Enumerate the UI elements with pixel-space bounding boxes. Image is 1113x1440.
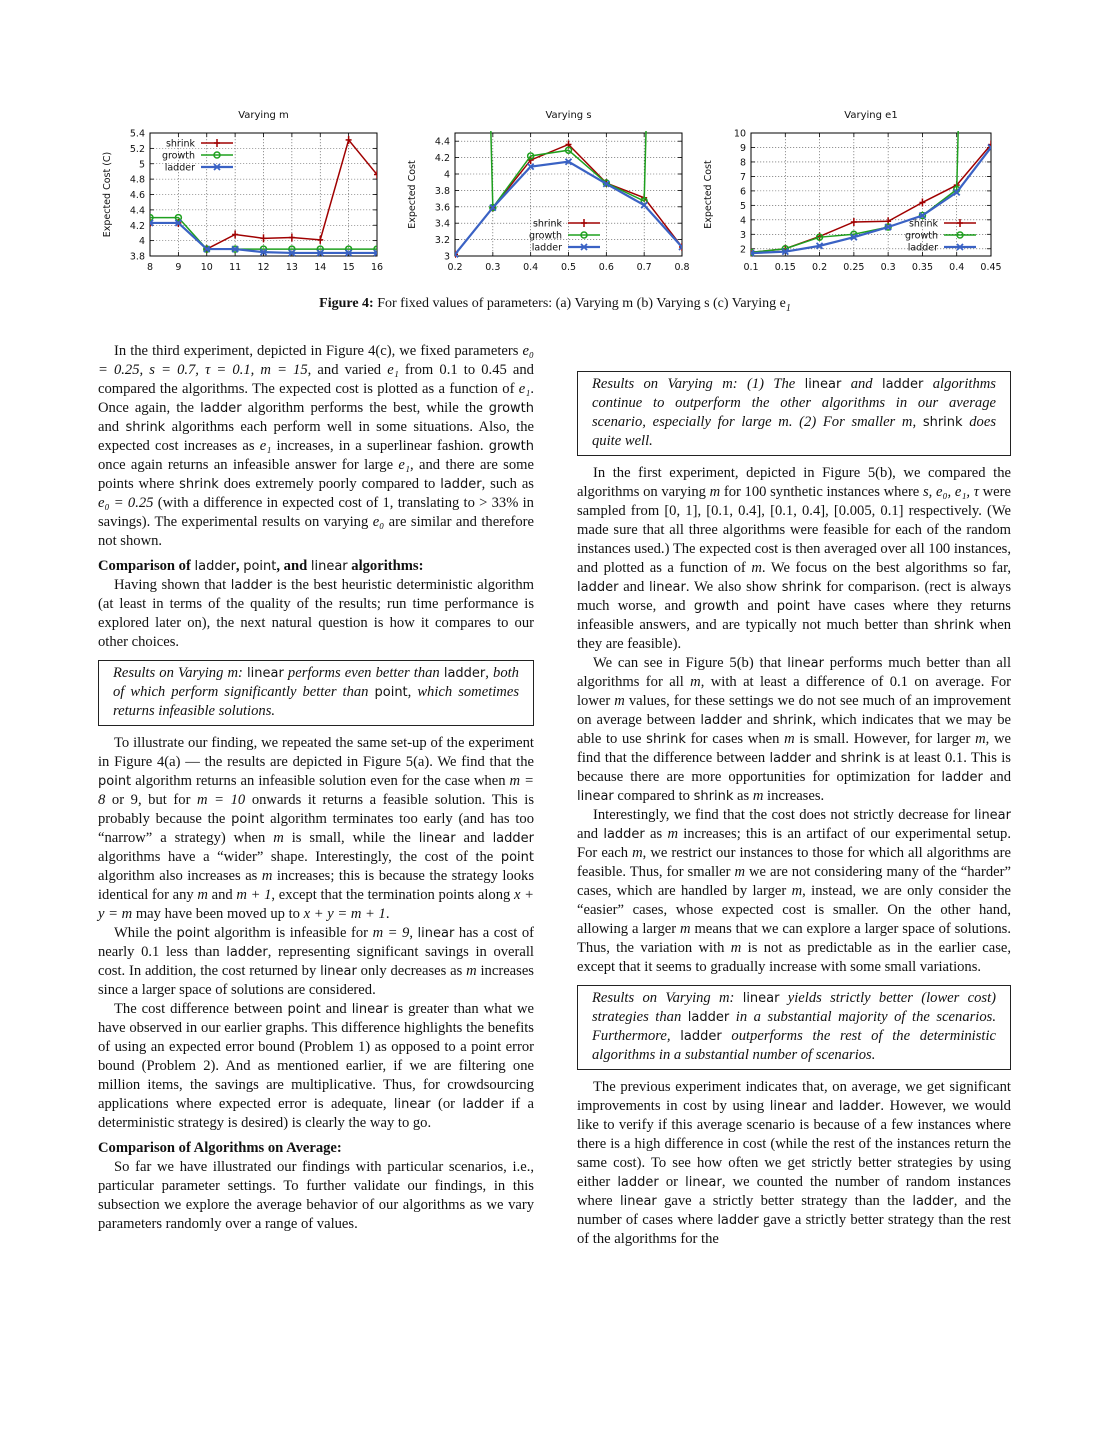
x-tick-label: 0.6 [598, 262, 614, 273]
y-tick-label: 7 [739, 171, 746, 183]
math-expression: m [709, 484, 721, 500]
text-segment: for 100 synthetic instances where [720, 484, 923, 500]
text-segment: is at least 0.1. This is because there are more opportunities for optimization for [577, 750, 1011, 785]
math-expression: m [752, 788, 764, 804]
algorithm-name: linear [769, 1099, 807, 1114]
x-tick-label: 9 [175, 262, 182, 273]
caption-text: For fixed values of parameters: (a) Varying m (b) Varying s (c) Varying e [377, 296, 786, 311]
text-segment: Results on Varying m: [113, 665, 248, 681]
algorithm-name: growth [488, 439, 534, 454]
text-segment: , and there are some points where [98, 457, 534, 492]
math-expression: m [690, 674, 701, 690]
text-segment: (or [430, 1096, 463, 1112]
text-segment: gave a strictly better strategy than the [656, 1193, 913, 1209]
algorithm-name: linear [742, 991, 780, 1006]
x-tick-label: 0.4 [523, 262, 539, 273]
text-segment: we are not considering many of the “harder” cases, which are handled by larger [577, 864, 1011, 899]
text-segment: algorithm returns an infeasible solution even for the case when [131, 773, 510, 789]
legend-label: shrink [532, 218, 562, 230]
legend-label: ladder [907, 242, 938, 254]
math-expression: e₀ = 0.25, s = 0.7, τ = 0.1, m = 15 [98, 343, 534, 378]
math-expression: m [975, 731, 986, 747]
chart-varying-e1 [703, 105, 1013, 285]
text-segment: were sampled from [0, 1], [0.1, 0.4], [0.1, 0.4], [0.005, 0.1] respectively. (We made sure that all three algorithms were feasible for each of the random instances used.) The expected cost is then averaged over all 100 instances, and plotted as a function of [577, 484, 1011, 576]
x-tick-label: 0.15 [774, 262, 796, 273]
algorithm-name: linear [417, 926, 455, 941]
text-segment: . [385, 906, 390, 922]
algorithm-name: ladder [680, 1029, 722, 1044]
text-segment: algorithm also increases as [98, 868, 262, 884]
text-segment: algorithms each perform well in some situations. Also, the expected cost increases as [98, 419, 534, 454]
text-segment: performs much better than all algorithms for all [577, 655, 1011, 690]
text-segment: algorithm terminates too early (and has too “narrow” a strategy) when [98, 811, 534, 846]
math-expression: m [614, 693, 625, 709]
caption-label: Figure 4: [319, 296, 374, 311]
y-tick-label: 3.2 [434, 235, 450, 247]
paragraph-third-experiment [98, 342, 534, 551]
text-segment: algorithms continue to outperform the other algorithms in our average scenario, especially for large m. (2) For smaller m, [592, 376, 996, 430]
right-column [577, 371, 1011, 1249]
algorithm-name: ladder [443, 666, 486, 681]
text-segment: only decreases as [356, 963, 467, 979]
algorithm-name: ladder [492, 831, 534, 846]
y-axis-label: Expected Cost [703, 160, 714, 229]
x-tick-label: 0.2 [812, 262, 828, 273]
math-expression: e₀ = 0.25 [98, 495, 154, 511]
text-segment: , [235, 558, 244, 574]
text-segment: In the third experiment, depicted in Figure 4(c), we fixed parameters [114, 343, 523, 359]
text-segment: and [841, 376, 882, 392]
text-segment: is greater than what we have observed in our earlier graphs. This difference highlights the benefits of using an expected error bound (Problem 1) as opposed to a point error bound (Problem 2). And as mentioned earlier, if we are filtering one million items, the savings are multiplicative. Thus, for crowdsourcing applications where expected error is adequate, [98, 1001, 534, 1112]
text-segment: means that we can explore a larger space of solutions. Thus, the variation with [577, 921, 1011, 956]
x-tick-label: 0.35 [911, 262, 934, 273]
text-segment: and [577, 826, 604, 842]
text-segment: has a cost of nearly 0.1 less than [98, 925, 535, 960]
algorithm-name: linear [804, 377, 842, 392]
text-segment: does quite well. [592, 414, 997, 449]
text-segment: and [320, 1001, 352, 1017]
text-segment: While the [114, 925, 177, 941]
y-tick-label: 3 [739, 229, 746, 241]
math-expression: e₁ [259, 438, 272, 454]
math-expression: m = 10 [197, 792, 246, 808]
x-tick-label: 0.1 [743, 262, 759, 273]
algorithm-name: point [176, 926, 210, 941]
text-segment: are similar and therefore not shown. [98, 514, 535, 549]
text-segment: gave a strictly better strategy than the rest of the algorithms for the [577, 1212, 1011, 1247]
algorithm-name: shrink [934, 618, 974, 633]
algorithm-name: point [98, 774, 132, 789]
x-tick-label: 8 [146, 262, 154, 273]
algorithm-name: ladder [717, 1213, 759, 1228]
paragraph-cost-difference [98, 1000, 534, 1133]
y-tick-label: 3.6 [434, 202, 450, 214]
text-segment: and [207, 887, 237, 903]
y-tick-label: 5.4 [129, 128, 145, 140]
text-segment: or [658, 1174, 686, 1190]
algorithm-name: linear [787, 656, 824, 671]
text-segment: We can see in Figure 5(b) that [593, 655, 788, 671]
algorithm-name: ladder [462, 1097, 504, 1112]
algorithm-name: ladder [440, 477, 482, 492]
y-tick-label: 4.2 [434, 153, 450, 165]
algorithm-name: shrink [922, 415, 963, 430]
text-segment: Having shown that [114, 577, 231, 593]
x-tick-label: 0.4 [949, 262, 965, 273]
algorithm-name: ladder [226, 945, 268, 960]
chart-varying-s [400, 105, 695, 285]
algorithm-name: linear [351, 1002, 389, 1017]
math-expression: m + 1 [236, 887, 272, 903]
math-expression: m [791, 883, 803, 899]
math-expression: m [730, 940, 742, 956]
series-line-ladder [751, 147, 991, 253]
left-column [98, 342, 534, 1234]
text-segment: (with a difference in expected cost of 1, translating to > 33% in savings). The experimental results on varying [98, 495, 534, 530]
algorithm-name: point [243, 559, 277, 574]
text-segment: , which indicates that we may be able to use [577, 712, 1011, 747]
text-segment: The cost difference between [114, 1001, 288, 1017]
y-tick-label: 10 [733, 128, 746, 140]
text-segment: have cases where they returns infeasible answers, and are typically not much better than [577, 598, 1011, 633]
algorithm-name: ladder [700, 713, 742, 728]
algorithm-name: shrink [781, 580, 822, 595]
y-tick-label: 4.4 [434, 136, 450, 148]
text-segment: is small. However, for larger [794, 731, 976, 747]
x-tick-label: 0.2 [447, 262, 463, 273]
text-segment: and [810, 750, 841, 766]
text-segment: . We also show [685, 579, 782, 595]
text-segment: , and the number of cases where [577, 1193, 1011, 1228]
text-segment: increases since a larger space of solutions are considered. [98, 963, 534, 998]
text-segment: , both of which perform significantly better than [113, 665, 519, 700]
algorithm-name: shrink [125, 420, 166, 435]
series-line-growth [751, 0, 964, 252]
text-segment: for comparison. (rect is always much worse, and [577, 579, 1012, 614]
y-tick-label: 4 [739, 215, 746, 227]
algorithm-name: ladder [230, 578, 273, 593]
algorithm-name: linear [418, 831, 456, 846]
legend-label: shrink [165, 138, 195, 150]
y-tick-label: 4 [138, 236, 145, 248]
text-segment: is not as predictable as in the earlier case, except that it seems to gradually increase with some small variations. [577, 940, 1012, 975]
x-tick-label: 11 [229, 262, 242, 273]
math-expression: e₁ [387, 362, 399, 378]
text-segment: once again returns an infeasible answer for large [98, 457, 399, 473]
text-segment: algorithms: [347, 558, 424, 574]
math-expression: e₁ [518, 381, 531, 397]
algorithm-name: shrink [840, 751, 881, 766]
y-tick-label: 4.4 [129, 205, 145, 217]
text-segment: when they are feasible). [577, 617, 1011, 652]
legend-label: growth [904, 230, 938, 242]
text-segment: , we find that the difference between [577, 731, 1011, 766]
y-tick-label: 6 [739, 186, 746, 198]
math-expression: m [784, 731, 795, 747]
legend-label: shrink [908, 218, 938, 230]
text-segment: , we restrict our instances to those for which all algorithms are feasible. Thus, for smaller [577, 845, 1011, 880]
text-segment: , which sometimes returns infeasible solutions. [113, 684, 520, 719]
text-segment: and [618, 579, 650, 595]
series-line-growth [485, 0, 653, 208]
text-segment: . However, we would like to verify if this average scenario is because of a few instances where there is a high difference in cost (while the rest of the instances return the same cost). To see how often we get strictly better strategies by using either [577, 1098, 1011, 1190]
text-segment: , representing significant savings in overall cost. In addition, the cost returned by [98, 944, 534, 979]
algorithm-name: linear [685, 1175, 722, 1190]
text-segment: in a substantial majority of the scenarios. Furthermore, [592, 1009, 996, 1044]
y-tick-label: 3.8 [434, 185, 450, 197]
math-expression: m [667, 826, 678, 842]
y-tick-label: 3.4 [434, 218, 450, 230]
text-segment: increases; this is because the strategy looks identical for any [98, 868, 534, 903]
algorithm-name: ladder [912, 1194, 954, 1209]
algorithm-name: growth [693, 599, 740, 614]
series-line-shrink [751, 145, 991, 253]
text-segment: as [733, 788, 753, 804]
heading-comparison-on-average: Comparison of Algorithms on Average: [98, 1140, 342, 1156]
legend-label: ladder [164, 162, 195, 174]
algorithm-name: linear [320, 964, 357, 979]
algorithm-name: linear [619, 1194, 657, 1209]
text-segment: , and varied [307, 362, 388, 378]
text-segment: . We focus on the best algorithms so far, [761, 560, 1012, 576]
text-segment: To illustrate our finding, we repeated the same set-up of the experiment in Figure 4(a) — the results are depicted in Figure 5(a). We find that the [98, 735, 534, 770]
algorithm-name: ladder [941, 770, 983, 785]
text-segment: , instead, we are only consider the “easier” cases, whose expected cost is smaller. On the other hand, allowing a larger [577, 883, 1011, 937]
text-segment: yields strictly better (lower cost) strategies than [592, 990, 996, 1025]
results-box-linear-vs-ladder [98, 660, 534, 726]
y-tick-label: 5 [739, 200, 746, 212]
legend-label: growth [528, 230, 562, 242]
text-segment: does extremely poorly compared to [218, 476, 441, 492]
text-segment: , with at least a difference of 0.1 on average. For lower [577, 674, 1011, 709]
text-segment: , we counted the number of random instances where [577, 1174, 1011, 1209]
text-segment: increases, in a superlinear fashion. [271, 438, 489, 454]
math-expression: m [273, 830, 284, 846]
text-segment: is the best heuristic deterministic algorithm (at least in terms of the quality of the results; run time performance is explored later on), the next natural question is how it compares to our other choices. [98, 577, 534, 650]
math-expression: x + y = m [98, 887, 534, 922]
math-expression: m = 8 [98, 773, 534, 808]
algorithm-name: shrink [646, 732, 686, 747]
text-segment: from 0.1 to 0.45 and compared the algorithms. The expected cost is plotted as a function of [98, 362, 534, 397]
text-segment: increases; this is an artifact of our experimental setup. For each [577, 826, 1011, 861]
text-segment: Comparison of [98, 558, 195, 574]
text-segment: Results on Varying m: (1) The [592, 376, 805, 392]
algorithm-name: ladder [881, 377, 924, 392]
text-segment: outperforms the rest of the deterministic algorithms in a substantial number of scenarios. [592, 1028, 996, 1063]
heading-comparison-ladder-point-linear [98, 557, 534, 576]
algorithm-name: ladder [603, 827, 645, 842]
algorithm-name: point [287, 1002, 321, 1017]
x-tick-label: 15 [342, 262, 355, 273]
text-segment: increases. [763, 788, 825, 804]
algorithm-name: ladder [769, 751, 811, 766]
figure-caption [95, 296, 1015, 314]
legend-label: growth [161, 150, 195, 162]
text-segment: onwards it returns a feasible solution. This is probably because the [98, 792, 535, 827]
y-axis-label: Expected Cost (C) [102, 151, 113, 238]
y-tick-label: 4 [443, 169, 450, 181]
x-tick-label: 0.25 [843, 262, 865, 273]
text-segment: and [98, 419, 126, 435]
math-expression: e₁ [398, 457, 410, 473]
x-tick-label: 0.45 [980, 262, 1002, 273]
text-segment: is small, while the [283, 830, 419, 846]
text-segment: for cases when [685, 731, 785, 747]
y-tick-label: 3 [443, 251, 450, 263]
x-tick-label: 12 [257, 262, 270, 273]
text-segment: algorithms have a “wider” shape. Interestingly, the cost of the [98, 849, 501, 865]
text-segment: , such as [481, 476, 534, 492]
algorithm-name: shrink [693, 789, 734, 804]
math-expression: m [751, 560, 762, 576]
y-tick-label: 5 [138, 159, 145, 171]
y-tick-label: 5.2 [129, 143, 145, 155]
y-tick-label: 2 [739, 244, 746, 256]
algorithm-name: linear [577, 789, 614, 804]
text-segment: or 9, but for [105, 792, 198, 808]
text-segment: , [409, 925, 418, 941]
text-segment: and [806, 1098, 839, 1114]
math-expression: m [261, 868, 273, 884]
algorithm-name: point [500, 850, 534, 865]
text-segment: algorithm is infeasible for [209, 925, 373, 941]
algorithm-name: shrink [772, 713, 813, 728]
y-tick-label: 9 [739, 142, 746, 154]
x-tick-label: 0.5 [560, 262, 577, 273]
text-segment: The previous experiment indicates that, on average, we get significant improvements in cost by using [577, 1079, 1011, 1114]
x-tick-label: 0.7 [636, 262, 652, 273]
paragraph-figure-5b [577, 654, 1011, 806]
math-expression: e₀ [372, 514, 385, 530]
chart-title: Varying s [545, 110, 592, 121]
algorithm-name: linear [649, 580, 686, 595]
paragraph-first-experiment [577, 464, 1011, 654]
x-tick-label: 16 [370, 262, 384, 273]
x-tick-label: 13 [285, 262, 298, 273]
algorithm-name: point [776, 599, 810, 614]
y-axis-label: Expected Cost [407, 160, 418, 229]
paragraph-previous-experiment [577, 1078, 1011, 1249]
text-segment: and [741, 712, 773, 728]
y-tick-label: 4.8 [129, 174, 145, 186]
algorithm-name: ladder [577, 580, 619, 595]
algorithm-name: ladder [200, 401, 242, 416]
figure-4 [95, 105, 1015, 285]
text-segment: and [455, 830, 493, 846]
text-segment: , except that the termination points along [271, 887, 514, 903]
text-segment: as [644, 826, 668, 842]
algorithm-name: linear [310, 559, 348, 574]
math-expression: m [632, 845, 643, 861]
algorithm-name: point [374, 685, 408, 700]
text-segment: may have been moved up to [132, 906, 304, 922]
math-expression: m [680, 921, 691, 937]
algorithm-name: linear [393, 1097, 431, 1112]
legend-label: ladder [531, 242, 562, 254]
math-expression: m [466, 963, 477, 979]
algorithm-name: growth [488, 401, 534, 416]
text-segment: compared to [613, 788, 694, 804]
algorithm-name: ladder [687, 1010, 730, 1025]
text-segment: , and [276, 558, 311, 574]
algorithm-name: point [231, 812, 265, 827]
algorithm-name: ladder [838, 1099, 881, 1114]
math-expression: x + y = m + 1 [303, 906, 386, 922]
x-tick-label: 14 [314, 262, 327, 273]
caption-subscript: 1 [785, 302, 791, 314]
math-expression: m [197, 887, 208, 903]
algorithm-name: ladder [194, 559, 236, 574]
text-segment: . Once again, the [98, 381, 534, 416]
y-tick-label: 3.8 [129, 251, 145, 263]
x-tick-label: 0.3 [485, 262, 501, 273]
math-expression: m [734, 864, 746, 880]
y-tick-label: 4.2 [129, 220, 145, 232]
paragraph-so-far: So far we have illustrated our findings with particular scenarios, i.e., particular parameter settings. To further validate our findings, in this subsection we explore the average behavior of our algorithms as we vary parameters randomly over a range of values. [98, 1159, 534, 1232]
chart-title: Varying e1 [844, 110, 898, 121]
text-segment: Results on Varying m: [592, 990, 743, 1006]
y-tick-label: 4.6 [129, 190, 145, 201]
text-segment: performs even better than [283, 665, 444, 681]
paragraph-having-shown [98, 576, 534, 652]
math-expression: m = 9 [372, 925, 410, 941]
math-expression: s, e₀, e₁, τ [922, 484, 979, 500]
y-tick-label: 8 [739, 157, 746, 169]
text-segment: values, for these settings we do not see much of an improvement on average between [577, 693, 1011, 728]
algorithm-name: ladder [617, 1175, 659, 1190]
text-segment: In the first experiment, depicted in Figure 5(b), we compared the algorithms on varying [577, 465, 1011, 500]
paragraph-point-infeasible [98, 924, 534, 1000]
results-box-strictly-better [577, 985, 1011, 1070]
text-segment: and [739, 598, 777, 614]
algorithm-name: linear [247, 666, 284, 681]
algorithm-name: shrink [179, 477, 219, 492]
x-tick-label: 0.8 [674, 262, 690, 273]
text-segment: if a deterministic strategy is desired) is clearly the way to go. [98, 1096, 534, 1131]
paragraph-interestingly [577, 806, 1011, 977]
text-segment: and [982, 769, 1011, 785]
chart-title: Varying m [238, 110, 289, 121]
x-tick-label: 10 [200, 262, 213, 273]
algorithm-name: linear [974, 808, 1011, 823]
text-segment: algorithm performs the best, while the [241, 400, 489, 416]
text-segment: Interestingly, we find that the cost does not strictly decrease for [593, 807, 975, 823]
paragraph-illustrate-finding [98, 734, 534, 924]
results-box-average-scenario [577, 371, 1011, 456]
x-tick-label: 0.3 [880, 262, 896, 273]
chart-varying-m [95, 105, 390, 285]
